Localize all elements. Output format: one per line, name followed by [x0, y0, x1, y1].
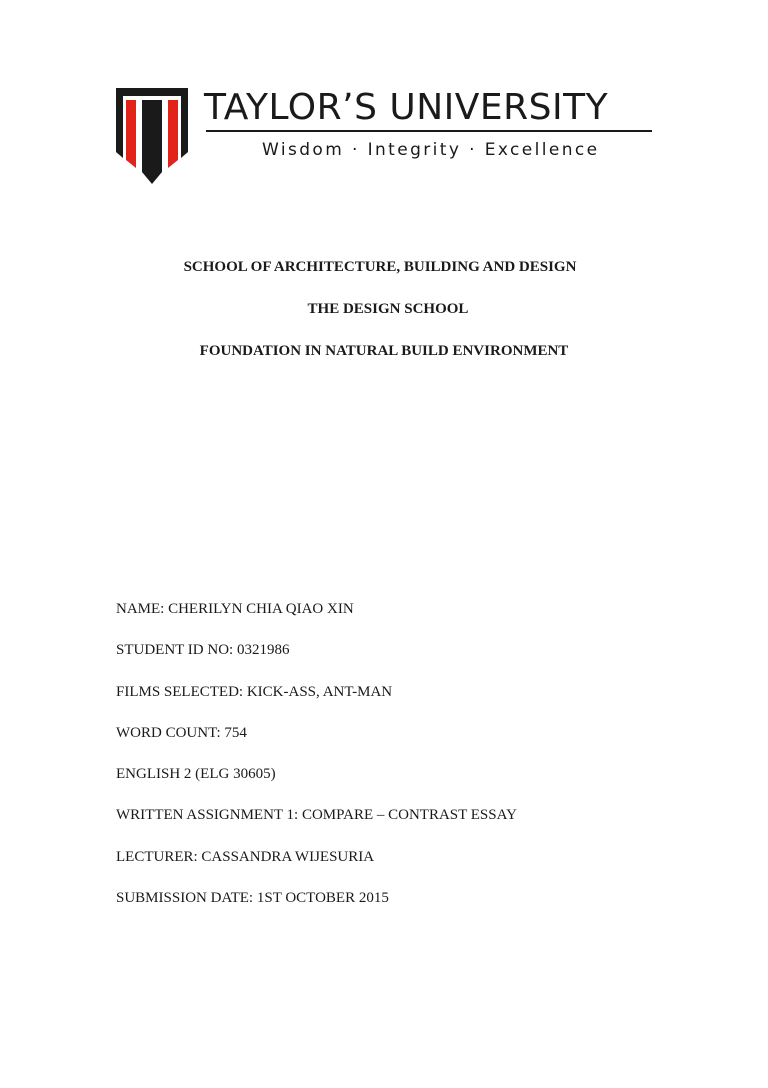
logo-motto: Wisdom · Integrity · Excellence	[262, 140, 600, 160]
course-code: ENGLISH 2 (ELG 30605)	[116, 766, 276, 783]
submission-date: SUBMISSION DATE: 1ST OCTOBER 2015	[116, 890, 389, 907]
school-name: SCHOOL OF ARCHITECTURE, BUILDING AND DESIGN	[183, 259, 577, 275]
taylors-crest-icon	[116, 88, 188, 184]
programme-name: FOUNDATION IN NATURAL BUILD ENVIRONMENT	[199, 343, 569, 359]
assignment-title: WRITTEN ASSIGNMENT 1: COMPARE – CONTRAST ESSAY	[116, 807, 517, 824]
university-logo	[116, 88, 656, 188]
logo-university-name: TAYLOR’S UNIVERSITY	[204, 87, 609, 128]
lecturer-name: LECTURER: CASSANDRA WIJESURIA	[116, 848, 375, 865]
word-count: WORD COUNT: 754	[116, 724, 247, 741]
department-name: THE DESIGN SCHOOL	[307, 301, 469, 317]
student-id: STUDENT ID NO: 0321986	[116, 642, 290, 659]
school-heading	[0, 258, 768, 384]
logo-divider	[206, 130, 652, 132]
films-selected: FILMS SELECTED: KICK-ASS, ANT-MAN	[116, 683, 393, 700]
student-name: NAME: CHERILYN CHIA QIAO XIN	[116, 601, 354, 617]
student-info	[116, 600, 716, 930]
